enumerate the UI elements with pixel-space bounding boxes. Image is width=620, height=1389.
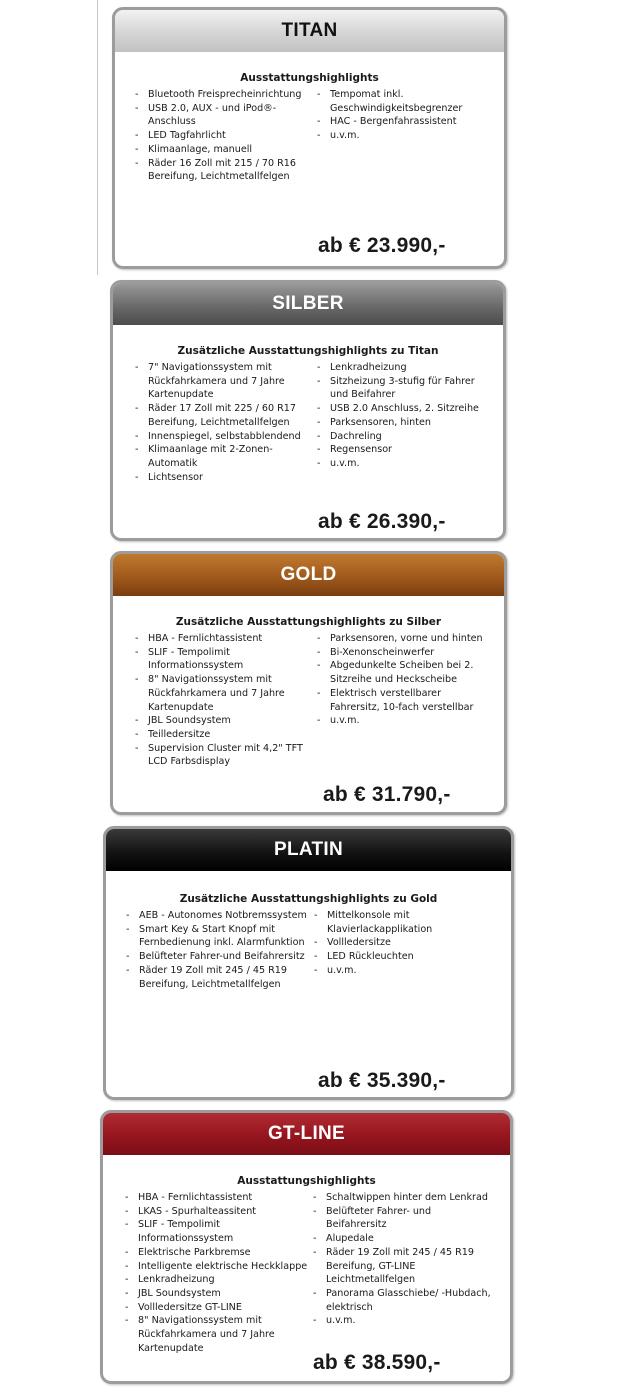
platin-subtitle: Zusätzliche Ausstattungshighlights zu Gold <box>179 893 438 905</box>
list-item: - u.v.m. <box>314 964 494 978</box>
list-item: - LED Tagfahrlicht <box>135 129 317 143</box>
list-item: - Klimaanlage, manuell <box>135 143 317 157</box>
gold-subtitle: Zusätzliche Ausstattungshighlights zu Silber <box>175 616 442 628</box>
list-item: - Räder 16 Zoll mit 215 / 70 R16 Bereifung, Leichtmetallfelgen <box>135 157 317 184</box>
list-item: - Dachreling <box>317 430 485 444</box>
list-item: - Bi-Xenonscheinwerfer <box>317 646 485 660</box>
list-item: - LKAS - Spurhalteassitent <box>125 1205 313 1219</box>
list-item: - 8" Navigationssystem mit Rückfahrkamera und 7 Jahre Kartenupdate <box>135 673 317 714</box>
list-item: - Räder 19 Zoll mit 245 / 45 R19 Bereifung, GT-LINE Leichtmetallfelgen <box>313 1246 491 1287</box>
list-item: - USB 2.0, AUX - und iPod®-Anschluss <box>135 102 317 129</box>
list-item: - JBL Soundsystem <box>135 714 317 728</box>
list-item: - u.v.m. <box>317 714 485 728</box>
titan-features-right <box>317 88 489 184</box>
list-item: - Smart Key & Start Knopf mit Fernbedienung inkl. Alarmfunktion <box>126 923 314 950</box>
list-item: - Tempomat inkl. Geschwindigkeitsbegrenzer <box>317 88 489 115</box>
list-item: - Elektrische Parkbremse <box>125 1246 313 1260</box>
list-item: - Vollledersitze <box>314 936 494 950</box>
list-item: - Regensensor <box>317 443 485 457</box>
list-item: - Sitzheizung 3-stufig für Fahrer und Beifahrer <box>317 375 485 402</box>
gtline-subtitle: Ausstattungshighlights <box>237 1175 376 1187</box>
titan-card <box>112 7 507 269</box>
gtline-price: ab € 38.590,- <box>313 1351 441 1374</box>
list-item: - Belüfteter Fahrer-und Beifahrersitz <box>126 950 314 964</box>
list-item: - SLIF - Tempolimit Informationssystem <box>135 646 317 673</box>
list-item: - Parksensoren, vorne und hinten <box>317 632 485 646</box>
list-item: - LED Rückleuchten <box>314 950 494 964</box>
list-item: - Schaltwippen hinter dem Lenkrad <box>313 1191 491 1205</box>
titan-price: ab € 23.990,- <box>318 234 446 257</box>
platin-header: PLATIN <box>106 829 511 871</box>
platin-price: ab € 35.390,- <box>318 1069 446 1092</box>
list-item: - Mittelkonsole mit Klavierlackapplikation <box>314 909 494 936</box>
gold-card <box>110 551 507 815</box>
list-item: - Abgedunkelte Scheiben bei 2. Sitzreihe und Heckscheibe <box>317 659 485 686</box>
list-item: - Panorama Glasschiebe/ -Hubdach, elektrisch <box>313 1287 491 1314</box>
gtline-header: GT-LINE <box>103 1113 510 1155</box>
list-item: - AEB - Autonomes Notbremssystem <box>126 909 314 923</box>
gtline-features-right <box>313 1191 491 1355</box>
silber-features-left <box>135 361 317 484</box>
list-item: - Alupedale <box>313 1232 491 1246</box>
list-item: - Räder 19 Zoll mit 245 / 45 R19 Bereifung, Leichtmetallfelgen <box>126 964 314 991</box>
list-item: - Elektrisch verstellbarer Fahrersitz, 10-fach verstellbar <box>317 687 485 714</box>
list-item: - 7" Navigationssystem mit Rückfahrkamera und 7 Jahre Kartenupdate <box>135 361 317 402</box>
platin-features-right <box>314 909 494 991</box>
list-item: - Teilledersitze <box>135 728 317 742</box>
page-edge-line <box>97 0 98 275</box>
list-item: - HBA - Fernlichtassistent <box>135 632 317 646</box>
list-item: - Lenkradheizung <box>317 361 485 375</box>
silber-header: SILBER <box>113 283 503 325</box>
list-item: - Parksensoren, hinten <box>317 416 485 430</box>
gold-features-left <box>135 632 317 769</box>
list-item: - Innenspiegel, selbstabblendend <box>135 430 317 444</box>
list-item: - Klimaanlage mit 2-Zonen-Automatik <box>135 443 317 470</box>
list-item: - SLIF - Tempolimit Informationssystem <box>125 1218 313 1245</box>
list-item: - Lenkradheizung <box>125 1273 313 1287</box>
silber-subtitle: Zusätzliche Ausstattungshighlights zu Titan <box>177 345 439 357</box>
platin-features-left <box>126 909 314 991</box>
list-item: - Intelligente elektrische Heckklappe <box>125 1260 313 1274</box>
list-item: - USB 2.0 Anschluss, 2. Sitzreihe <box>317 402 485 416</box>
list-item: - HAC - Bergenfahrassistent <box>317 115 489 129</box>
list-item: - HBA - Fernlichtassistent <box>125 1191 313 1205</box>
silber-card <box>110 280 506 541</box>
silber-features-right <box>317 361 485 484</box>
list-item: - u.v.m. <box>317 129 489 143</box>
list-item: - Belüfteter Fahrer- und Beifahrersitz <box>313 1205 491 1232</box>
titan-header: TITAN <box>115 10 504 52</box>
list-item: - Lichtsensor <box>135 471 317 485</box>
gtline-features-left <box>125 1191 313 1355</box>
gold-price: ab € 31.790,- <box>323 783 451 806</box>
titan-subtitle: Ausstattungshighlights <box>240 72 379 84</box>
silber-price: ab € 26.390,- <box>318 510 446 533</box>
gtline-card <box>100 1110 513 1384</box>
list-item: - Räder 17 Zoll mit 225 / 60 R17 Bereifung, Leichtmetallfelgen <box>135 402 317 429</box>
list-item: - u.v.m. <box>317 457 485 471</box>
list-item: - u.v.m. <box>313 1314 491 1328</box>
list-item: - JBL Soundsystem <box>125 1287 313 1301</box>
gold-header: GOLD <box>113 554 504 596</box>
platin-card <box>103 826 514 1100</box>
list-item: - 8" Navigationssystem mit Rückfahrkamera und 7 Jahre Kartenupdate <box>125 1314 313 1355</box>
list-item: - Bluetooth Freisprecheinrichtung <box>135 88 317 102</box>
titan-features-left <box>135 88 317 184</box>
gold-features-right <box>317 632 485 769</box>
list-item: - Supervision Cluster mit 4,2" TFT LCD Farbsdisplay <box>135 742 317 769</box>
list-item: - Vollledersitze GT-LINE <box>125 1301 313 1315</box>
